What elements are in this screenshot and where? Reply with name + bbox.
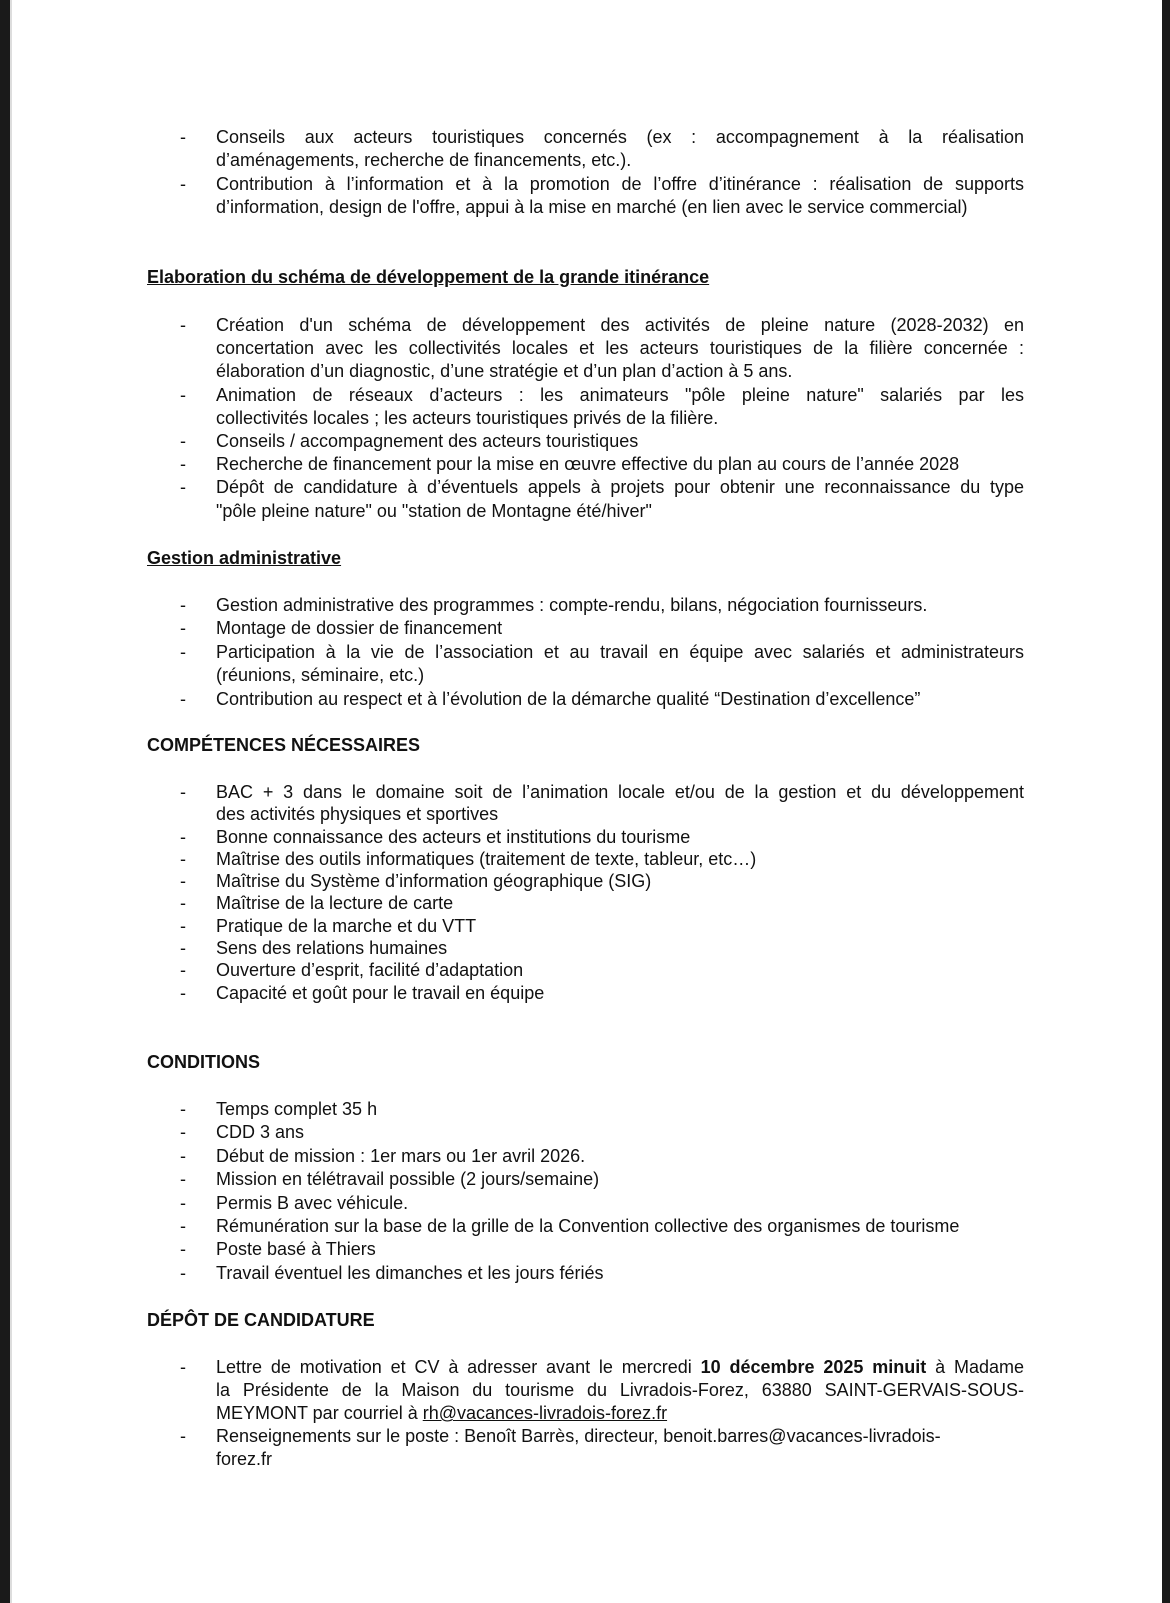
list-item [12,617,1162,640]
list-item [12,476,1162,522]
bullet-dash: - [180,915,186,936]
list-item [12,173,1162,220]
item-text-line: Conseils / accompagnement des acteurs touristiques [216,430,639,451]
list-item [12,781,1162,826]
item-text-line: Sens des relations humaines [216,938,448,959]
bullet-dash: - [180,826,186,847]
item-text-line: d’information, design de l'offre, appui à la mise en marché (en lien avec le service commercial) [216,197,968,218]
list-item [12,848,1162,870]
item-text-line: Conseils aux acteurs touristiques concernés (ex : accompagnement à la réalisation [216,127,1024,147]
item-text-line: Travail éventuel les dimanches et les jours fériés [216,1262,604,1283]
bullet-dash: - [180,430,186,451]
item-text-line: Début de mission : 1er mars ou 1er avril 2026. [216,1145,586,1166]
bullet-dash: - [180,893,186,914]
list-item [12,1192,1162,1215]
list-item [12,314,1162,384]
document-page [10,0,1162,1603]
section-heading: Gestion administrative [147,548,342,568]
bullet-dash: - [180,641,186,662]
item-text-line: Temps complet 35 h [216,1099,378,1119]
bullet-dash: - [180,1169,186,1190]
section-heading: CONDITIONS [147,1052,261,1072]
list-item [12,1238,1162,1261]
item-text-line: la Présidente de la Maison du tourisme du Livradois-Forez, 63880 SAINT-GERVAIS-SOUS- [216,1380,1024,1401]
item-text-line: d’aménagements, recherche de financements, etc.). [216,150,632,171]
bullet-dash: - [180,1262,186,1283]
bullet-dash: - [180,688,186,709]
list-item [12,826,1162,848]
list-item [12,1425,1162,1471]
section-heading: COMPÉTENCES NÉCESSAIRES [147,735,421,755]
bold-text: 10 décembre 2025 minuit [700,1357,927,1377]
bullet-list [12,781,1162,1004]
item-text-line: Recherche de financement pour la mise en œuvre effective du plan au cours de l’année 2028 [216,454,960,475]
item-text-line [216,1402,1024,1425]
item-text-line: Rémunération sur la base de la grille de la Convention collective des organismes de tourisme [216,1215,960,1236]
item-text-line [216,1356,1024,1379]
bullet-dash: - [180,127,186,147]
item-text-line: Permis B avec véhicule. [216,1192,409,1213]
list-item [12,1121,1162,1144]
bullet-dash: - [180,871,186,892]
bullet-dash: - [180,477,186,498]
bullet-dash: - [180,782,186,802]
item-text-line: (réunions, séminaire, etc.) [216,665,425,686]
item-text-line: concertation avec les collectivités locales et les acteurs touristiques de la filière concernée : [216,338,1024,359]
bullet-list [12,314,1162,523]
item-text-line: Contribution à l’information et à la promotion de l’offre d’itinérance : réalisation de supports [216,173,1024,194]
list-item [12,1168,1162,1191]
list-item [12,982,1162,1004]
list-item [12,1215,1162,1238]
list-item [12,641,1162,688]
bullet-dash: - [180,315,186,335]
email-link[interactable]: rh@vacances-livradois-forez.fr [422,1403,668,1424]
list-item [12,915,1162,937]
item-text-line: Animation de réseaux d’acteurs : les animateurs "pôle pleine nature" salariés par les [216,384,1024,405]
list-item [12,1262,1162,1285]
bullet-dash: - [180,384,186,405]
bullet-dash: - [180,1357,186,1377]
bullet-dash: - [180,173,186,194]
bullet-dash: - [180,1426,186,1447]
list-item [12,1098,1162,1121]
section-heading: Elaboration du schéma de développement de la grande itinérance [147,267,710,287]
item-text-line: forez.fr [216,1449,273,1470]
text-segment: à Madame [926,1357,1025,1377]
item-text-line: Participation à la vie de l’association et au travail en équipe avec salariés et administrateurs [216,641,1024,662]
list-item [12,430,1162,453]
item-text-line: Renseignements sur le poste : Benoît Barrès, directeur, benoit.barres@vacances-livradois- [216,1426,941,1447]
item-text-line: CDD 3 ans [216,1122,305,1143]
bullet-dash: - [180,1145,186,1166]
item-text-line: "pôle pleine nature" ou "station de Montagne été/hiver" [216,500,652,521]
list-item [12,1356,1162,1425]
text-segment: MEYMONT par courriel à [216,1403,423,1424]
list-item [12,688,1162,711]
item-text-line: Maîtrise de la lecture de carte [216,893,454,914]
text-segment: Lettre de motivation et CV à adresser avant le mercredi [216,1357,701,1377]
item-text-line: Maîtrise du Système d’information géographique (SIG) [216,871,652,892]
item-text-line: Mission en télétravail possible (2 jours/semaine) [216,1169,600,1190]
item-text-line: Dépôt de candidature à d’éventuels appels à projets pour obtenir une reconnaissance du type [216,477,1024,498]
item-text-line: Ouverture d’esprit, facilité d’adaptation [216,960,524,981]
item-text-line: élaboration d’un diagnostic, d’une stratégie et d’un plan d’action à 5 ans. [216,361,793,382]
bullet-dash: - [180,1192,186,1213]
bullet-dash: - [180,1122,186,1143]
item-text-line: BAC + 3 dans le domaine soit de l’animation locale et/ou de la gestion et du développement [216,782,1024,802]
list-item [12,1145,1162,1168]
list-item [12,870,1162,892]
item-text-line: Pratique de la marche et du VTT [216,915,477,936]
bullet-list [12,1356,1162,1471]
item-text-line: Maîtrise des outils informatiques (traitement de texte, tableur, etc…) [216,848,757,869]
list-item [12,892,1162,914]
bullet-dash: - [180,982,186,1003]
list-item [12,384,1162,430]
section-heading: DÉPÔT DE CANDIDATURE [147,1310,375,1330]
item-text-line: Capacité et goût pour le travail en équipe [216,982,545,1003]
item-text-line: collectivités locales ; les acteurs touristiques privés de la filière. [216,407,719,428]
list-item [12,937,1162,959]
bullet-dash: - [180,1099,186,1119]
list-item [12,453,1162,476]
list-item [12,126,1162,173]
bullet-list [12,594,1162,711]
list-item [12,959,1162,981]
item-text-line: Bonne connaissance des acteurs et institutions du tourisme [216,826,691,847]
bullet-dash: - [180,1215,186,1236]
bullet-dash: - [180,960,186,981]
bullet-dash: - [180,848,186,869]
item-text-line: Montage de dossier de financement [216,618,503,639]
bullet-list [12,1098,1162,1285]
bullet-dash: - [180,595,186,615]
bullet-list [12,126,1162,220]
bullet-dash: - [180,1239,186,1260]
bullet-dash: - [180,454,186,475]
item-text-line: des activités physiques et sportives [216,804,499,825]
item-text-line: Création d'un schéma de développement des activités de pleine nature (2028-2032) en [216,315,1024,335]
item-text-line: Contribution au respect et à l’évolution de la démarche qualité “Destination d’excellence” [216,688,921,709]
list-item [12,594,1162,617]
item-text-line: Poste basé à Thiers [216,1239,376,1260]
item-text-line: Gestion administrative des programmes : compte-rendu, bilans, négociation fournisseurs. [216,595,928,615]
bullet-dash: - [180,938,186,959]
bullet-dash: - [180,618,186,639]
